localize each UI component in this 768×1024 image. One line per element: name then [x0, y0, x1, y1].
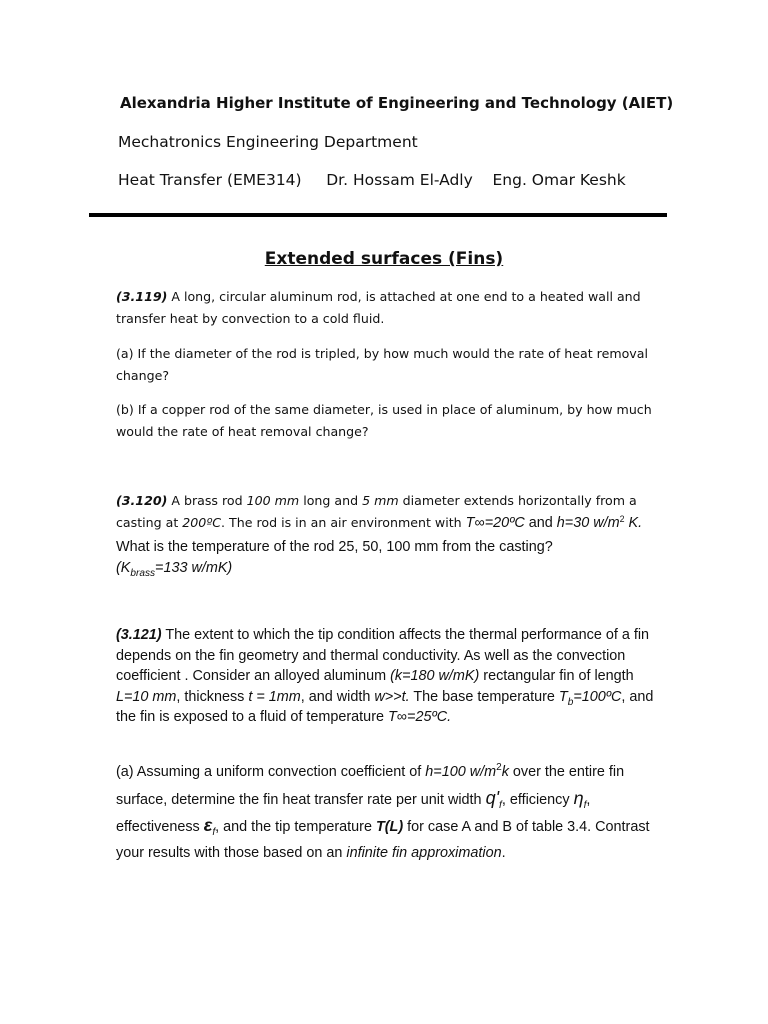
problem-3-119-intro [116, 286, 656, 330]
problem-3-119-part-b: (b) If a copper rod of the same diameter, is used in place of aluminum, by how much would the rate of heat removal change? [116, 402, 652, 439]
problem-3-121-statement: (3.121) The extent to which the tip condition affects the thermal performance of a fin depends on the fin geometry and thermal conductivity. As well as the convection coefficient . Consider an alloyed aluminum (k=180 w/mK) rectangular fin of length L=10 mm, thickness t = 1mm, and width w>>t. The base temperature $T_b=100ºC$, and the fin is exposed to a fluid of temperature T∞=25ºC. [116, 627, 654, 725]
header-divider [89, 213, 667, 217]
problem-text: A long, circular aluminum rod, is attached at one end to a heated wall and transfer heat by convection to a cold fluid. [116, 289, 641, 326]
problem-3-120-question: What is the temperature of the rod 25, 50, 100 mm from the casting? ($K_{brass}=133$ w/mK) [116, 539, 553, 579]
problem-number: (3.121) [116, 627, 162, 643]
course-line: Heat Transfer (EME314) Dr. Hossam El-Adly Eng. Omar Keshk [118, 171, 626, 189]
problem-number: (3.119) [116, 289, 168, 304]
department-name: Mechatronics Engineering Department [118, 133, 418, 151]
problem-number: (3.120) [116, 493, 168, 508]
document-title: Extended surfaces (Fins) [264, 249, 504, 269]
institute-name: Alexandria Higher Institute of Engineering and Technology (AIET) [120, 94, 674, 112]
problem-3-120-statement: (3.120) A brass rod 100 mm long and 5 mm diameter extends horizontally from a casting at 200ºC. The rod is in an air environment with T∞=20ºC and h=30 $w/m^2$ K. [116, 493, 643, 531]
problem-3-119-part-a: (a) If the diameter of the rod is tripled, by how much would the rate of heat removal change? [116, 346, 648, 383]
problem-3-121-part-a: (a) Assuming a uniform convection coefficient of h=100 $w/m^2k$ over the entire fin surface, determine the fin heat transfer rate per unit width $q'_f$, efficiency $\eta_f$, effectiveness $\varepsilon_f$, and the tip temperature T(L) for case A and B of table 3.4. Contrast your results with those based on an infinite fin approximation. [116, 762, 650, 861]
